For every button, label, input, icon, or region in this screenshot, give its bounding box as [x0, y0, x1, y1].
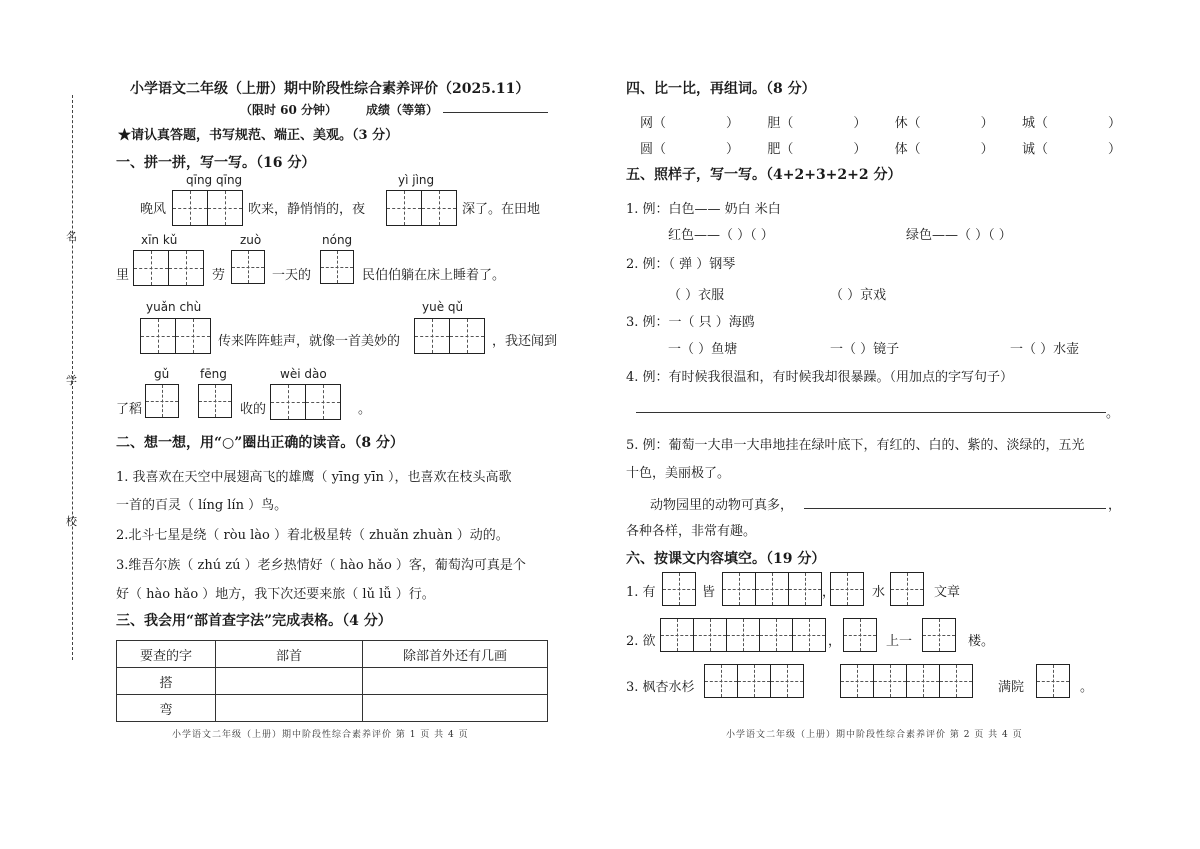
example-text: （ ）衣服: [668, 288, 725, 303]
example-text: （ ）京戏: [830, 288, 887, 303]
answer-cell[interactable]: [363, 668, 548, 695]
word-item: 网（: [640, 116, 667, 131]
writing-box[interactable]: [414, 318, 484, 358]
paren: ）: [853, 142, 867, 157]
grade-label: 成绩（等第）: [366, 103, 439, 117]
text: 。: [358, 402, 372, 417]
text: ，我还闻到: [492, 334, 558, 349]
pinyin: yuè qǔ: [422, 300, 464, 314]
writing-box[interactable]: [704, 664, 803, 702]
writing-box[interactable]: [662, 572, 695, 610]
section-2-title: 二、想一想，用“○”圈出正确的读音。（8 分）: [116, 435, 404, 451]
table-header: 部首: [216, 641, 363, 668]
fill-text: 满院: [998, 680, 1025, 695]
fill-text: ，: [822, 585, 836, 600]
writing-box[interactable]: [140, 318, 210, 358]
table-cell: 搭: [117, 668, 216, 695]
text: 一天的: [272, 268, 312, 283]
section-6-title: 六、按课文内容填空。（19 分）: [626, 551, 826, 567]
paren: ）: [853, 116, 867, 131]
comma: ，: [1108, 498, 1122, 513]
pinyin: gǔ: [154, 367, 170, 381]
example-text: 一（ ）鱼塘: [668, 342, 738, 357]
pinyin: qīng qīng: [186, 173, 243, 187]
writing-box[interactable]: [270, 384, 340, 424]
pinyin: xīn kǔ: [141, 233, 178, 247]
text: 深了。在田地: [462, 202, 541, 217]
text: 晚风: [140, 202, 167, 217]
writing-box[interactable]: [133, 250, 203, 290]
writing-box[interactable]: [830, 572, 863, 610]
writing-box[interactable]: [722, 572, 821, 610]
writing-box[interactable]: [386, 190, 456, 230]
pinyin: yì jìng: [398, 173, 435, 187]
compare-row-2: [640, 138, 1121, 157]
page-title: 小学语文二年级（上册）期中阶段性综合素养评价（2025.11）: [130, 81, 530, 97]
example-text: 动物园里的动物可真多，: [650, 498, 794, 513]
fill-text: 上一: [886, 634, 913, 649]
writing-box[interactable]: [660, 618, 825, 656]
binding-char: 校: [66, 515, 77, 528]
writing-box[interactable]: [890, 572, 923, 610]
pinyin: zuò: [240, 233, 262, 247]
section-1-title: 一、拼一拼，写一写。（16 分）: [116, 155, 316, 171]
section-4-title: 四、比一比，再组词。（8 分）: [626, 81, 816, 97]
paren: ）: [726, 142, 740, 157]
fill-text: 2. 欲: [626, 634, 656, 649]
text: 民伯伯躺在床上睡着了。: [362, 268, 506, 283]
fill-text: 3. 枫杏水杉: [626, 680, 695, 695]
example-text: 十色，美丽极了。: [626, 466, 731, 481]
table-header: 要查的字: [117, 641, 216, 668]
word-item: 圆（: [640, 142, 667, 157]
answer-line[interactable]: [804, 508, 1106, 509]
example-text: 5. 例：葡萄一大串一大串地挂在绿叶底下，有红的、白的、紫的、淡绿的，五光: [626, 438, 1085, 453]
pinyin: nóng: [322, 233, 353, 247]
fill-text: 1. 有: [626, 585, 656, 600]
table-cell: 弯: [117, 695, 216, 722]
answer-line[interactable]: [636, 412, 1106, 413]
binding-char: 学: [66, 374, 77, 387]
text: 传来阵阵蛙声，就像一首美妙的: [218, 334, 401, 349]
page-footer: 小学语文二年级（上册）期中阶段性综合素养评价 第 2 页 共 4 页: [726, 730, 1023, 740]
word-item: 体（: [894, 142, 921, 157]
example-text: 红色——（ ）（ ）: [668, 228, 774, 243]
pinyin: yuǎn chù: [146, 300, 202, 314]
word-item: 诚（: [1021, 142, 1048, 157]
example-text: 一（ ）水壶: [1010, 342, 1080, 357]
question-text: 1. 我喜欢在天空中展翅高飞的雄鹰（ yīng yīn ），也喜欢在枝头高歌: [116, 470, 512, 485]
binding-char: 名: [66, 230, 77, 243]
writing-box[interactable]: [198, 384, 231, 422]
fill-text: ，: [828, 634, 842, 649]
fill-text: 水: [872, 585, 886, 600]
example-text: 4. 例：有时候我很温和，有时候我却很暴躁。（用加点的字写句子）: [626, 370, 1014, 385]
word-item: 肥（: [767, 142, 794, 157]
question-text: 3.维吾尔族（ zhú zú ）老乡热情好（ hào hǎo ）客，葡萄沟可真是个: [116, 558, 526, 573]
example-text: 1. 例：白色—— 奶白 米白: [626, 202, 781, 217]
fill-text: 。: [1080, 680, 1094, 695]
section-5-title: 五、照样子，写一写。（4+2+3+2+2 分）: [626, 167, 902, 183]
period: 。: [1106, 406, 1120, 421]
fill-text: 楼。: [968, 634, 995, 649]
lookup-table: [116, 640, 548, 722]
writing-box[interactable]: [231, 250, 264, 288]
section-3-title: 三、我会用“部首查字法”完成表格。（4 分）: [116, 613, 392, 629]
page-footer: 小学语文二年级（上册）期中阶段性综合素养评价 第 1 页 共 4 页: [172, 730, 469, 740]
writing-box[interactable]: [172, 190, 242, 230]
writing-box[interactable]: [320, 250, 353, 288]
example-text: 2. 例：（ 弹 ）钢琴: [626, 257, 736, 272]
paren: ）: [726, 116, 740, 131]
question-text: 2.北斗七星是绕（ ròu lào ）着北极星转（ zhuǎn zhuàn ）动的。: [116, 528, 509, 543]
text: 吹来，静悄悄的，夜: [248, 202, 366, 217]
example-text: 一（ ）镜子: [830, 342, 900, 357]
grade-field[interactable]: [443, 112, 548, 113]
word-item: 城（: [1021, 116, 1048, 131]
paren: ）: [1107, 142, 1121, 157]
compare-row-1: [640, 112, 1121, 131]
pinyin: fēng: [200, 367, 227, 381]
answer-cell[interactable]: [216, 695, 363, 722]
paren: ）: [980, 142, 994, 157]
text: 劳: [212, 268, 226, 283]
answer-cell[interactable]: [216, 668, 363, 695]
writing-box[interactable]: [145, 384, 178, 422]
instruction: ★请认真答题，书写规范、端正、美观。（3 分）: [118, 128, 399, 143]
table-header: 除部首外还有几画: [363, 641, 548, 668]
question-text: 好（ hào hǎo ）地方，我下次还要来旅（ lǔ lǚ ）行。: [116, 587, 435, 602]
fill-text: 皆: [702, 585, 716, 600]
pinyin: wèi dào: [280, 367, 327, 381]
time-limit: （限时 60 分钟）: [240, 103, 338, 117]
writing-box[interactable]: [922, 618, 955, 656]
word-item: 胆（: [767, 116, 794, 131]
question-text: 一首的百灵（ líng lín ）鸟。: [116, 498, 288, 513]
text: 了稻: [116, 402, 143, 417]
word-item: 休（: [894, 116, 921, 131]
writing-box[interactable]: [1036, 664, 1069, 702]
fill-text: 文章: [934, 585, 961, 600]
paren: ）: [980, 116, 994, 131]
text: 收的: [240, 402, 267, 417]
text: 里: [116, 268, 130, 283]
writing-box[interactable]: [843, 618, 876, 656]
example-text: 绿色——（ ）（ ）: [906, 228, 1012, 243]
example-text: 3. 例：一（ 只 ）海鸥: [626, 315, 755, 330]
answer-cell[interactable]: [363, 695, 548, 722]
paren: ）: [1107, 116, 1121, 131]
writing-box[interactable]: [840, 664, 972, 702]
example-text: 各种各样，非常有趣。: [626, 524, 757, 539]
